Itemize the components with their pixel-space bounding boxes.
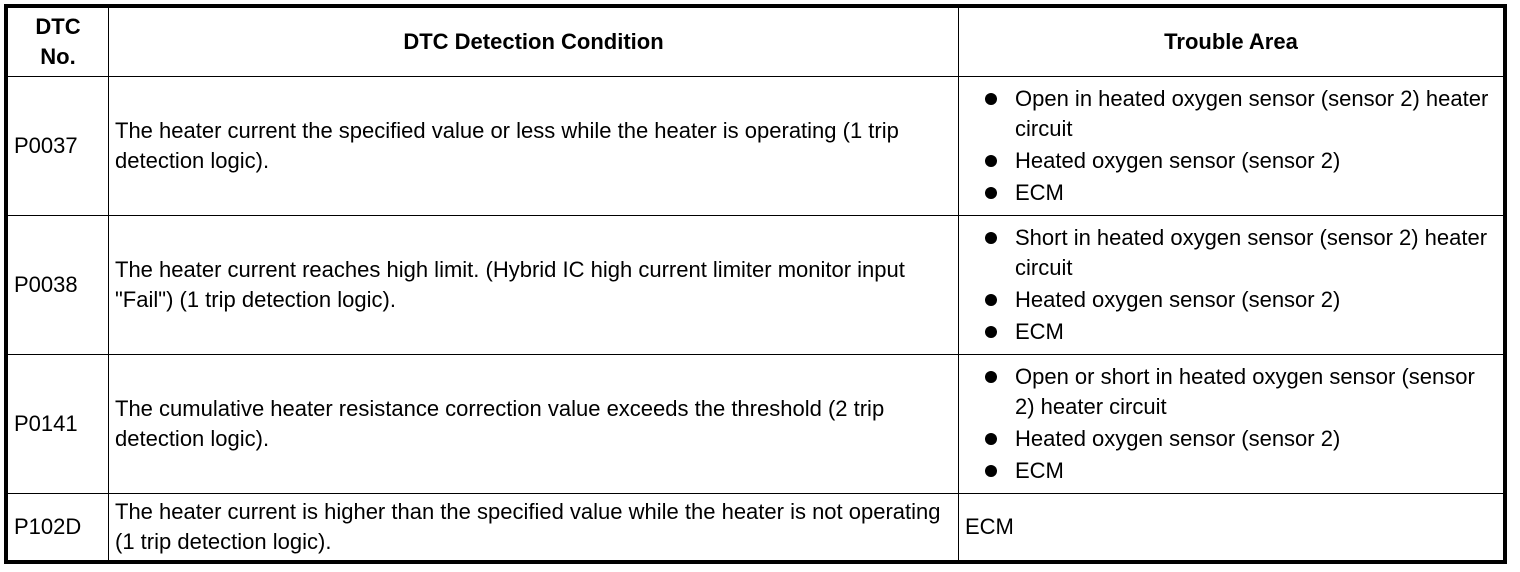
table-row	[8, 354, 1504, 493]
table-row	[8, 493, 1504, 560]
list-item-text: Heated oxygen sensor (sensor 2)	[1015, 425, 1341, 451]
bullet-icon	[985, 93, 997, 105]
trouble-area-list	[965, 223, 1497, 347]
bullet-icon	[985, 326, 997, 338]
list-item	[965, 146, 1497, 176]
detection-condition: The cumulative heater resistance correction value exceeds the threshold (2 trip detection logic).	[109, 354, 959, 493]
table-row	[8, 215, 1504, 354]
dtc-table	[7, 7, 1504, 561]
list-item-text: Open in heated oxygen sensor (sensor 2) heater circuit	[1015, 85, 1489, 141]
list-item-text: Short in heated oxygen sensor (sensor 2) heater circuit	[1015, 224, 1488, 280]
header-trouble-area: Trouble Area	[959, 8, 1504, 77]
bullet-icon	[985, 433, 997, 445]
trouble-area-list	[965, 362, 1497, 486]
list-item	[965, 84, 1497, 144]
detection-condition: The heater current reaches high limit. (Hybrid IC high current limiter monitor input "Fail") (1 trip detection logic).	[109, 215, 959, 354]
dtc-code: P0038	[8, 215, 109, 354]
list-item-text: Heated oxygen sensor (sensor 2)	[1015, 147, 1341, 173]
trouble-area-list	[965, 84, 1497, 208]
dtc-code: P102D	[8, 493, 109, 560]
list-item-text: Heated oxygen sensor (sensor 2)	[1015, 286, 1341, 312]
bullet-icon	[985, 371, 997, 383]
list-item	[965, 178, 1497, 208]
header-dtc-no: DTC No.	[8, 8, 109, 77]
trouble-area: ECM	[959, 493, 1504, 560]
bullet-icon	[985, 465, 997, 477]
list-item-text: ECM	[1015, 457, 1064, 483]
table-row	[8, 77, 1504, 216]
list-item	[965, 285, 1497, 315]
detection-condition: The heater current is higher than the specified value while the heater is not operating (1 trip detection logic).	[109, 493, 959, 560]
trouble-area	[959, 215, 1504, 354]
list-item	[965, 362, 1497, 422]
bullet-icon	[985, 187, 997, 199]
list-item	[965, 456, 1497, 486]
list-item-text: ECM	[1015, 179, 1064, 205]
list-item-text: ECM	[1015, 318, 1064, 344]
bullet-icon	[985, 232, 997, 244]
detection-condition: The heater current the specified value or less while the heater is operating (1 trip detection logic).	[109, 77, 959, 216]
list-item	[965, 424, 1497, 454]
table-header-row	[8, 8, 1504, 77]
list-item	[965, 223, 1497, 283]
header-detection-condition: DTC Detection Condition	[109, 8, 959, 77]
dtc-code: P0141	[8, 354, 109, 493]
bullet-icon	[985, 155, 997, 167]
bullet-icon	[985, 294, 997, 306]
trouble-area	[959, 77, 1504, 216]
list-item	[965, 317, 1497, 347]
dtc-code: P0037	[8, 77, 109, 216]
trouble-area	[959, 354, 1504, 493]
list-item-text: Open or short in heated oxygen sensor (sensor 2) heater circuit	[1015, 363, 1475, 419]
dtc-table-container	[4, 4, 1507, 564]
